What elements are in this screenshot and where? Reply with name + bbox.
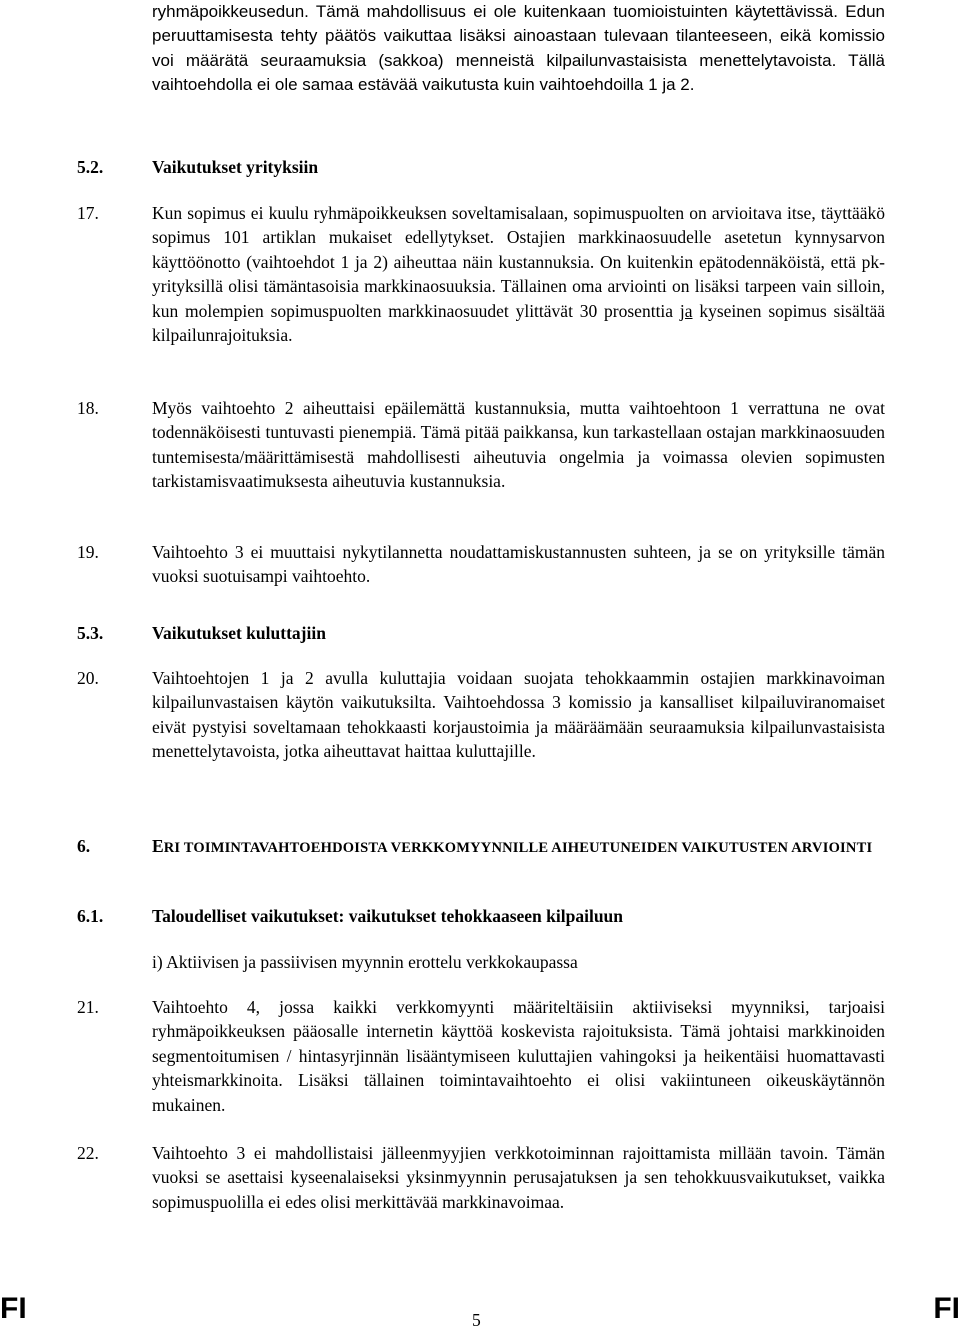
paragraph-22-number: 22. bbox=[77, 1143, 99, 1163]
paragraph-21-number: 21. bbox=[77, 997, 99, 1017]
section-6-title-initial: E bbox=[152, 836, 164, 856]
section-6-1-number: 6.1. bbox=[77, 906, 104, 926]
paragraph-20-number: 20. bbox=[77, 668, 99, 688]
section-6-title-rest: RI TOIMINTAVAHTOEHDOISTA VERKKOMYYNNILLE AIHEUTUNEIDEN VAIKUTUSTEN ARVIOINTI bbox=[163, 840, 873, 856]
paragraph-20: Vaihtoehtojen 1 ja 2 avulla kuluttajia voidaan suojata tehokkaammin ostajien markkinavoiman kilpailunvastaisen käytön vaikutuksilta. Vaihtoehdossa 3 komissio ja kansalliset kilpailuviranomaiset eivät pystyisi soveltamaan tehokkaasti korjaustoimia ja määräämään seuraamuksia kilpailunvastaisista menettelytavoista, jotka aiheuttavat haittaa kuluttajille. bbox=[152, 668, 885, 762]
paragraph-17-number: 17. bbox=[77, 203, 99, 223]
paragraph-22: Vaihtoehto 3 ei mahdollistaisi jälleenmyyjien verkkotoiminnan rajoittamista millään tavoin. Tämän vuoksi se asettaisi kyseenalaiseksi yksinmyynnin perusajatuksen ja sen tehokkuusvaikutukset, vaikka sopimuspuolilla ei edes olisi merkittävää markkinavoimaa. bbox=[152, 1143, 885, 1212]
section-6-1-title: Taloudelliset vaikutukset: vaikutukset tehokkaaseen kilpailuun bbox=[152, 906, 624, 926]
paragraph-19-number: 19. bbox=[77, 542, 99, 562]
paragraph-19: Vaihtoehto 3 ei muuttaisi nykytilannetta noudattamiskustannusten suhteen, ja se on yrityksille tämän vuoksi suotuisampi vaihtoehto. bbox=[152, 542, 885, 587]
section-5-2-number: 5.2. bbox=[77, 157, 104, 177]
paragraph-21: Vaihtoehto 4, jossa kaikki verkkomyynti määriteltäisiin aktiiviseksi myynniksi, tarjoaisi ryhmäpoikkeuksen pääosalle internetin käyttöä koskevista rajoituksista. Tämä johtaisi markkinoiden segmentoitumisen / hintasyrjinnän lisääntymiseen kuluttajien vahingoksi ja heikentäisi huomattavasti yhteismarkkinoita. Lisäksi tällainen toimintavaihtoehto ei olisi vakiintuneen oikeuskäytännön mukainen. bbox=[152, 997, 885, 1115]
section-6-title bbox=[152, 834, 885, 860]
section-5-2-title: Vaikutukset yrityksiin bbox=[152, 157, 319, 177]
section-5-3-title: Vaikutukset kuluttajiin bbox=[152, 623, 326, 643]
intro-paragraph: ryhmäpoikkeusedun. Tämä mahdollisuus ei ole kuitenkaan tuomioistuinten käytettävissä. Edun peruuttamisesta tehty päätös vaikuttaa lisäksi ainoastaan tulevaan tilanteeseen, eikä komissio voi määrätä seuraamuksia (sakkoa) menneistä kilpailunvastaisista menettelytavoista. Tällä vaihtoehdolla ei ole samaa estävää vaikutusta kuin vaihtoehdoilla 1 ja 2. bbox=[152, 2, 885, 95]
section-6-number: 6. bbox=[77, 836, 91, 856]
paragraph-18: Myös vaihtoehto 2 aiheuttaisi epäilemättä kustannuksia, mutta vaihtoehtoon 1 verrattuna ne ovat todennäköisesti tuntuvasti pienempiä. Tämä pitää paikkansa, kun tarkastellaan ostajan markkinaosuuden tuntemisesta/määrittämisestä mahdollisesti aiheutuvia ongelmia ja voimassa olevien sopimusten tarkistamisvaatimuksesta aiheutuvia kustannuksia. bbox=[152, 398, 885, 492]
page-number: 5 bbox=[472, 1310, 481, 1330]
paragraph-17-text-b: kyseinen sopimus sisältää kilpailunrajoituksia. bbox=[152, 300, 886, 346]
paragraph-17 bbox=[152, 201, 885, 347]
footer-language-left: FI bbox=[0, 1292, 27, 1325]
paragraph-17-underlined-word: ja bbox=[679, 300, 693, 321]
paragraph-17-text-a: Kun sopimus ei kuulu ryhmäpoikkeuksen soveltamisalaan, sopimuspuolten on arvioitava itse, täyttääkö sopimus 101 artiklan mukaiset edellytykset. Ostajien markkinaosuudelle asetetun kynnysarvon käyttöönotto (vaihtoehdot 1 ja 2) aiheuttaa näin kustannuksia. On kuitenkin epätodennäköistä, että pk-yrityksillä olisi tämäntasoisia markkinaosuuksia. Tällainen oma arviointi on lisäksi tarpeen vain silloin, kun molempien sopimuspuolten markkinaosuudet ylittävät 30 prosenttia bbox=[152, 203, 885, 321]
footer-language-right: FI bbox=[933, 1292, 960, 1325]
paragraph-18-number: 18. bbox=[77, 398, 99, 418]
section-5-3-number: 5.3. bbox=[77, 623, 104, 643]
subheading-i: i) Aktiivisen ja passiivisen myynnin erottelu verkkokaupassa bbox=[152, 952, 578, 972]
